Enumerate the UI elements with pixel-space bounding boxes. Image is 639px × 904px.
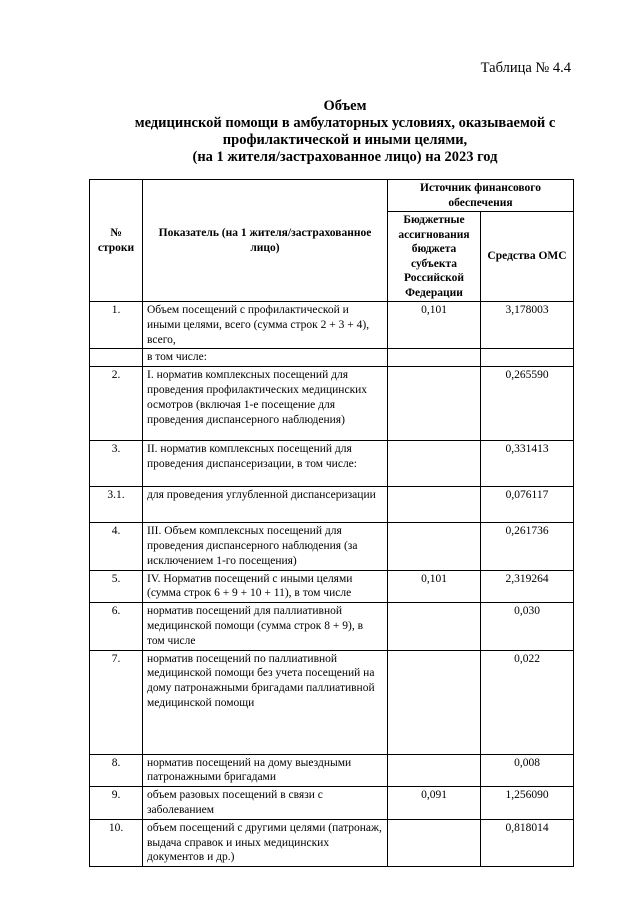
oms-value-cell: 0,076117	[481, 487, 574, 523]
indicator-cell: IV. Норматив посещений с иными целями (сумма строк 6 + 9 + 10 + 11), в том числе	[143, 570, 388, 603]
indicator-cell: I. норматив комплексных посещений для проведения профилактических медицинских осмотров (включая 1-е посещение для проведения диспансерного наблюдения)	[143, 367, 388, 441]
oms-value-cell: 0,030	[481, 603, 574, 650]
table-row	[90, 349, 574, 367]
title-line-1: Объем	[323, 98, 367, 114]
oms-value-cell: 0,022	[481, 650, 574, 754]
table-row	[90, 523, 574, 570]
oms-value-cell: 0,818014	[481, 819, 574, 866]
budget-value-cell	[388, 650, 481, 754]
row-number-cell: 6.	[90, 603, 143, 650]
budget-value-cell: 0,101	[388, 302, 481, 349]
table-row	[90, 570, 574, 603]
row-number-cell: 5.	[90, 570, 143, 603]
indicator-cell: III. Объем комплексных посещений для проведения диспансерного наблюдения (за исключением 1-го посещения)	[143, 523, 388, 570]
row-number-cell: 1.	[90, 302, 143, 349]
oms-value-cell: 0,265590	[481, 367, 574, 441]
indicator-cell: норматив посещений по паллиативной медицинской помощи без учета посещений на дому патронажными бригадами паллиативной медицинской помощи	[143, 650, 388, 754]
budget-value-cell	[388, 487, 481, 523]
indicator-cell: Объем посещений с профилактической и иными целями, всего (сумма строк 2 + 3 + 4), всего,	[143, 302, 388, 349]
table-row	[90, 441, 574, 487]
budget-value-cell	[388, 523, 481, 570]
header-indicator: Показатель (на 1 жителя/застрахованное лицо)	[143, 180, 388, 302]
budget-value-cell	[388, 603, 481, 650]
volume-table	[89, 179, 574, 867]
row-number-cell: 8.	[90, 754, 143, 787]
oms-value-cell: 0,331413	[481, 441, 574, 487]
table-row	[90, 302, 574, 349]
row-number-cell	[90, 349, 143, 367]
budget-value-cell	[388, 754, 481, 787]
indicator-cell: норматив посещений на дому выездными патронажными бригадами	[143, 754, 388, 787]
indicator-cell: норматив посещений для паллиативной медицинской помощи (сумма строк 8 + 9), в том числе	[143, 603, 388, 650]
table-number-label: Таблица № 4.4	[480, 60, 571, 76]
title-line-4: (на 1 жителя/застрахованное лицо) на 2023 год	[192, 149, 498, 165]
row-number-cell: 7.	[90, 650, 143, 754]
title-line-2: медицинской помощи в амбулаторных условиях, оказываемой с	[134, 115, 556, 131]
budget-value-cell	[388, 349, 481, 367]
row-number-cell: 2.	[90, 367, 143, 441]
oms-value-cell: 2,319264	[481, 570, 574, 603]
oms-value-cell: 3,178003	[481, 302, 574, 349]
oms-value-cell: 0,261736	[481, 523, 574, 570]
header-row-number: № строки	[90, 180, 143, 302]
row-number-cell: 9.	[90, 787, 143, 820]
title-line-3: профилактической и иными целями,	[222, 132, 468, 148]
budget-value-cell: 0,091	[388, 787, 481, 820]
indicator-cell: в том числе:	[143, 349, 388, 367]
header-funding-source: Источник финансового обеспечения	[388, 180, 574, 212]
indicator-cell: II. норматив комплексных посещений для проведения диспансеризации, в том числе:	[143, 441, 388, 487]
oms-value-cell	[481, 349, 574, 367]
table-body	[90, 302, 574, 867]
table-row	[90, 487, 574, 523]
oms-value-cell: 1,256090	[481, 787, 574, 820]
table-row	[90, 754, 574, 787]
budget-value-cell	[388, 441, 481, 487]
table-row	[90, 367, 574, 441]
oms-value-cell: 0,008	[481, 754, 574, 787]
row-number-cell: 10.	[90, 819, 143, 866]
budget-value-cell	[388, 367, 481, 441]
table-row	[90, 819, 574, 866]
row-number-cell: 3.1.	[90, 487, 143, 523]
budget-value-cell: 0,101	[388, 570, 481, 603]
indicator-cell: объем разовых посещений в связи с заболеванием	[143, 787, 388, 820]
row-number-cell: 3.	[90, 441, 143, 487]
document-title	[90, 98, 600, 166]
table-row	[90, 650, 574, 754]
row-number-cell: 4.	[90, 523, 143, 570]
table-row	[90, 603, 574, 650]
budget-value-cell	[388, 819, 481, 866]
indicator-cell: объем посещений с другими целями (патронаж, выдача справок и иных медицинских документов и др.)	[143, 819, 388, 866]
indicator-cell: для проведения углубленной диспансеризации	[143, 487, 388, 523]
header-oms: Средства ОМС	[481, 212, 574, 302]
table-row	[90, 787, 574, 820]
header-budget: Бюджетные ассигнования бюджета субъекта Российской Федерации	[388, 212, 481, 302]
